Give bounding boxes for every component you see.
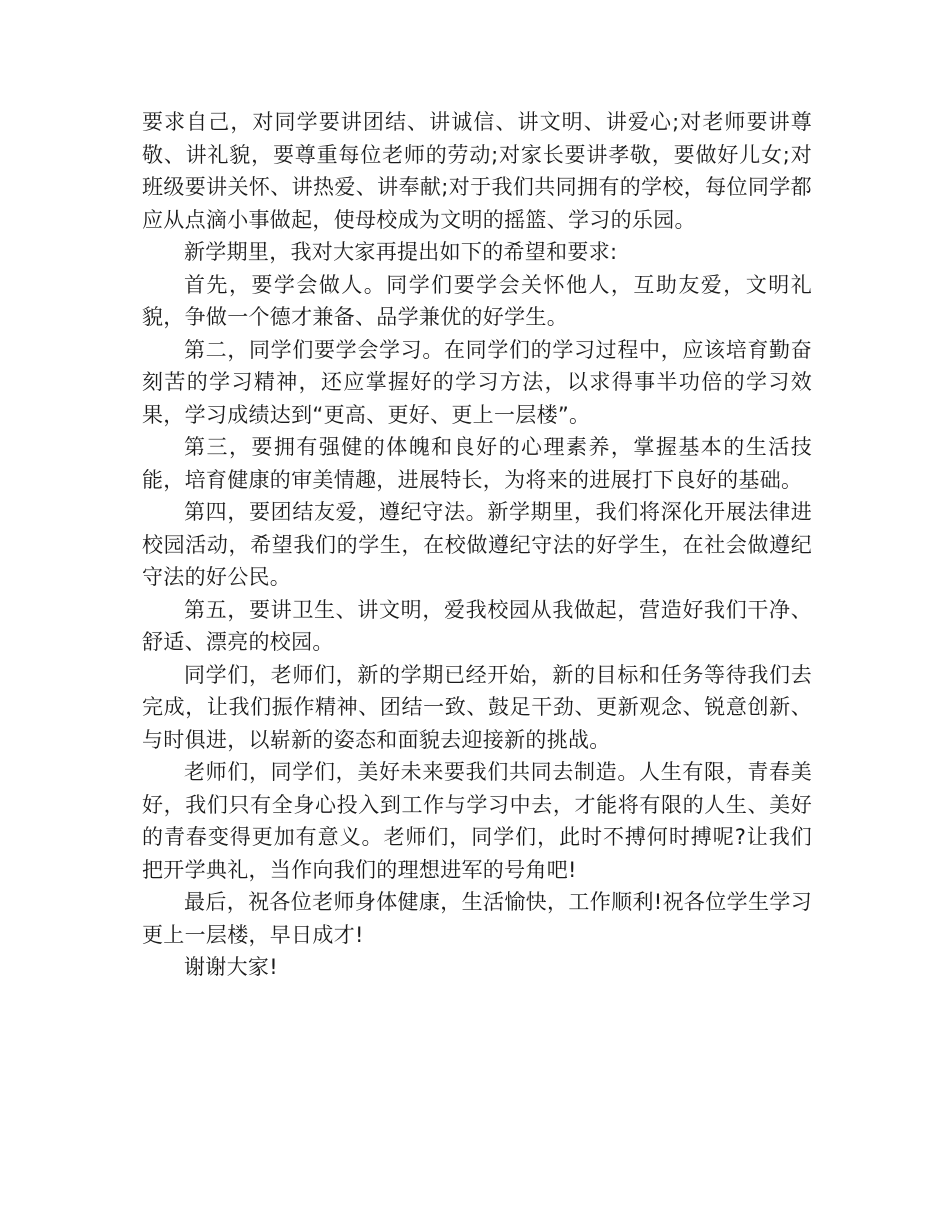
paragraph-closing-wishes: 最后，祝各位老师身体健康，生活愉快，工作顺利!祝各位学生学习更上一层楼，早日成才!: [142, 890, 812, 947]
paragraph-third: 第三，要拥有强健的体魄和良好的心理素养，掌握基本的生活技能，培育健康的审美情趣，进展特长，为将来的进展打下良好的基础。: [142, 435, 812, 492]
paragraph-continuation: 要求自己，对同学要讲团结、讲诚信、讲文明、讲爱心;对老师要讲尊敬、讲礼貌，要尊重每位老师的劳动;对家长要讲孝敬，要做好儿女;对班级要讲关怀、讲热爱、讲奉献;对于我们共同拥有的学校，每位同学都应从点滴小事做起，使母校成为文明的摇篮、学习的乐园。: [142, 110, 812, 232]
paragraph-fifth: 第五，要讲卫生、讲文明，爱我校园从我做起，营造好我们干净、舒适、漂亮的校园。: [142, 597, 812, 654]
paragraph-expectations-intro: 新学期里，我对大家再提出如下的希望和要求:: [184, 240, 618, 264]
document-body: [142, 106, 812, 984]
paragraph-teachers-students: 老师们，同学们，美好未来要我们共同去制造。人生有限，青春美好，我们只有全身心投入到工作与学习中去，才能将有限的人生、美好的青春变得更加有意义。老师们，同学们，此时不搏何时搏呢?让我们把开学典礼，当作向我们的理想进军的号角吧!: [142, 760, 812, 882]
paragraph-fourth: 第四，要团结友爱，遵纪守法。新学期里，我们将深化开展法律进校园活动，希望我们的学生，在校做遵纪守法的好学生，在社会做遵纪守法的好公民。: [142, 500, 812, 589]
paragraph-first: 首先，要学会做人。同学们要学会关怀他人，互助友爱，文明礼貌，争做一个德才兼备、品学兼优的好学生。: [142, 272, 812, 329]
paragraph-thanks: 谢谢大家!: [184, 955, 278, 979]
paragraph-second: 第二，同学们要学会学习。在同学们的学习过程中，应该培育勤奋刻苦的学习精神，还应掌握好的学习方法，以求得事半功倍的学习效果，学习成绩达到“更高、更好、更上一层楼”。: [142, 337, 812, 427]
paragraph-students-teachers: 同学们，老师们，新的学期已经开始，新的目标和任务等待我们去完成，让我们振作精神、团结一致、鼓足干劲、更新观念、锐意创新、与时俱进，以崭新的姿态和面貌去迎接新的挑战。: [142, 662, 812, 752]
